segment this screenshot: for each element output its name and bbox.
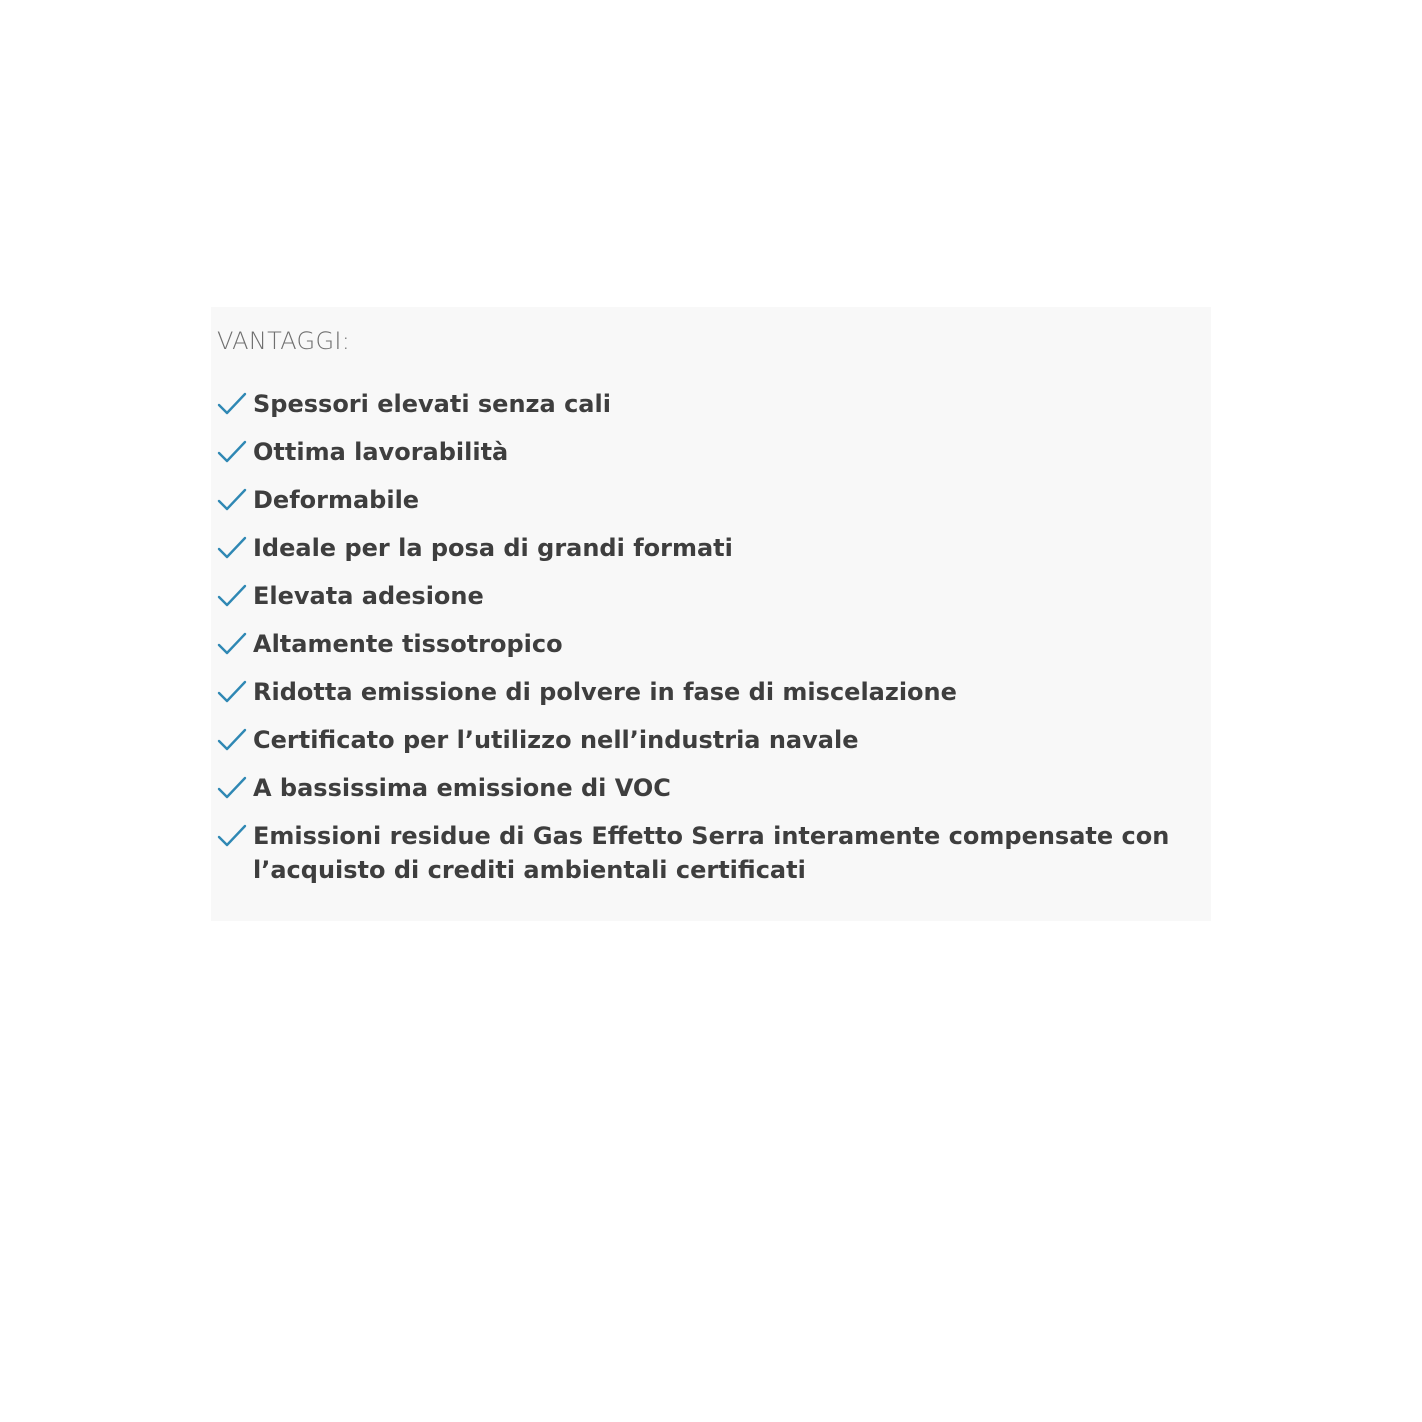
list-item: [217, 819, 1207, 887]
list-item: [217, 723, 1207, 757]
check-icon: [217, 439, 247, 465]
list-item: [217, 387, 1207, 421]
list-item: [217, 579, 1207, 613]
check-icon: [217, 823, 247, 849]
list-item: [217, 675, 1207, 709]
list-item-label: Ideale per la posa di grandi formati: [253, 534, 733, 562]
check-icon: [217, 775, 247, 801]
list-item-label: Emissioni residue di Gas Effetto Serra interamente compensate con l’acquisto di crediti ambientali certificati: [253, 822, 1170, 884]
advantages-panel: [211, 307, 1211, 921]
list-item-label: Elevata adesione: [253, 582, 484, 610]
check-icon: [217, 679, 247, 705]
check-icon: [217, 487, 247, 513]
list-item: [217, 483, 1207, 517]
list-item: [217, 627, 1207, 661]
advantages-list: [217, 387, 1207, 901]
check-icon: [217, 583, 247, 609]
list-item-label: Deformabile: [253, 486, 420, 514]
list-item: [217, 771, 1207, 805]
list-item: [217, 435, 1207, 469]
list-item-label: Ridotta emissione di polvere in fase di miscelazione: [253, 678, 957, 706]
list-item-label: Spessori elevati senza cali: [253, 390, 611, 418]
check-icon: [217, 535, 247, 561]
list-item-label: Altamente tissotropico: [253, 630, 563, 658]
check-icon: [217, 727, 247, 753]
list-item-label: A bassissima emissione di VOC: [253, 774, 671, 802]
list-item: [217, 531, 1207, 565]
check-icon: [217, 391, 247, 417]
list-item-label: Certificato per l’utilizzo nell’industria navale: [253, 726, 859, 754]
check-icon: [217, 631, 247, 657]
list-item-label: Ottima lavorabilità: [253, 438, 509, 466]
advantages-heading: VANTAGGI:: [217, 327, 351, 355]
